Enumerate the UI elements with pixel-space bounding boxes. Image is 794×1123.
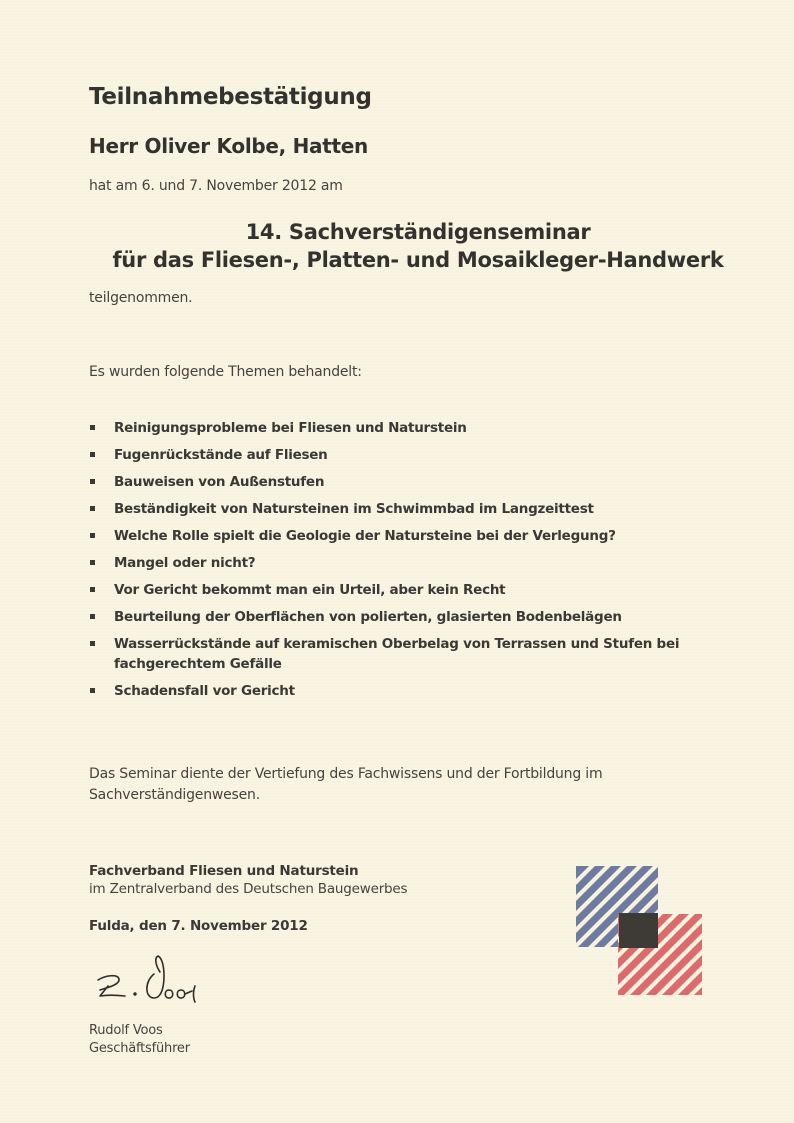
topic-text: Bauweisen von Außenstufen: [114, 474, 325, 490]
topic-text: Schadensfall vor Gericht: [114, 683, 295, 699]
signer-role: Geschäftsführer: [89, 1041, 190, 1056]
place-date: Fulda, den 7. November 2012: [89, 918, 308, 934]
bullet-icon: [90, 452, 95, 457]
topic-item: [89, 681, 689, 701]
topic-item: [89, 634, 689, 674]
signer-name: Rudolf Voos: [89, 1023, 163, 1038]
topic-text: Reinigungsprobleme bei Fliesen und Naturstein: [114, 420, 467, 436]
topic-item: [89, 580, 689, 600]
topic-item: [89, 499, 689, 519]
bullet-icon: [90, 688, 95, 693]
topic-item: [89, 526, 689, 546]
fachverband-logo-icon: [574, 864, 706, 998]
topic-item: [89, 607, 689, 627]
dates-line: hat am 6. und 7. November 2012 am: [89, 178, 343, 194]
topic-text: Beständigkeit von Natursteinen im Schwimmbad im Langzeittest: [114, 501, 594, 517]
bullet-icon: [90, 506, 95, 511]
topic-text: Vor Gericht bekommt man ein Urteil, aber kein Recht: [114, 582, 506, 598]
participated-text: teilgenommen.: [89, 290, 193, 306]
topic-text: Mangel oder nicht?: [114, 555, 256, 571]
signature-icon: [92, 948, 242, 1008]
topic-text: Beurteilung der Oberflächen von polierten, glasierten Bodenbelägen: [114, 609, 622, 625]
seminar-title-line1: 14. Sachverständigenseminar: [245, 220, 591, 244]
topic-text: Welche Rolle spielt die Geologie der Natursteine bei der Verlegung?: [114, 528, 616, 544]
bullet-icon: [90, 560, 95, 565]
bullet-icon: [90, 587, 95, 592]
organization-subtitle: im Zentralverband des Deutschen Baugewerbes: [89, 881, 408, 897]
topic-item: [89, 445, 689, 465]
topic-item: [89, 418, 689, 438]
bullet-icon: [90, 425, 95, 430]
seminar-title-line2: für das Fliesen-, Platten- und Mosaikleger-Handwerk: [112, 248, 724, 272]
organization-name: Fachverband Fliesen und Naturstein: [89, 863, 359, 879]
bullet-icon: [90, 479, 95, 484]
document-title: Teilnahmebestätigung: [89, 84, 372, 110]
topic-text: Wasserrückstände auf keramischen Oberbelag von Terrassen und Stufen bei fachgerechtem Gefälle: [114, 636, 680, 672]
topic-item: [89, 472, 689, 492]
summary-text: Das Seminar diente der Vertiefung des Fachwissens und der Fortbildung im Sachverständigenwesen.: [89, 766, 603, 803]
topic-text: Fugenrückstände auf Fliesen: [114, 447, 328, 463]
topic-list: [89, 418, 689, 708]
bullet-icon: [90, 533, 95, 538]
seminar-title: [0, 218, 794, 274]
bullet-icon: [90, 614, 95, 619]
recipient-name: Herr Oliver Kolbe, Hatten: [89, 134, 368, 158]
bullet-icon: [90, 641, 95, 646]
topic-item: [89, 553, 689, 573]
topics-intro: Es wurden folgende Themen behandelt:: [89, 364, 362, 380]
